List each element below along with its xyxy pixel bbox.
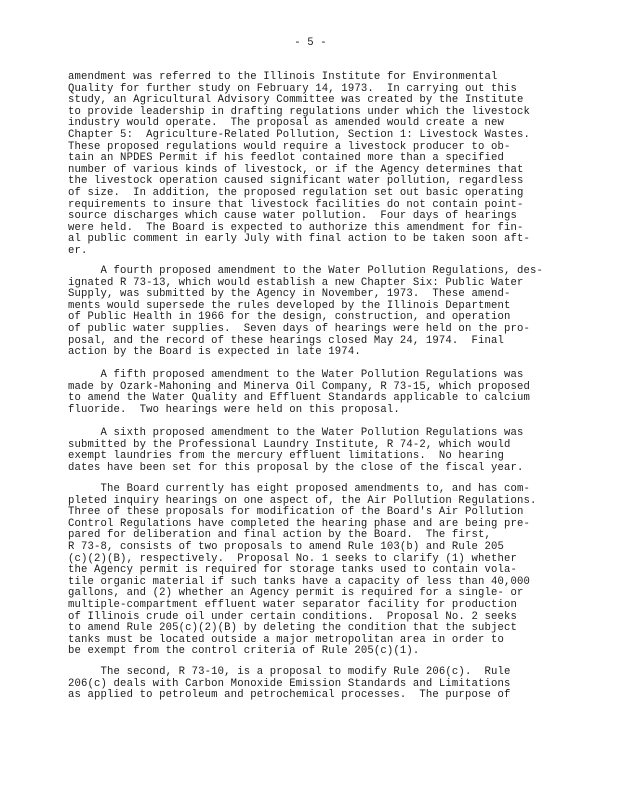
text-line: A sixth proposed amendment to the Water Pollution Regulations was xyxy=(68,427,524,439)
text-line: amendment was referred to the Illinois Institute for Environmental xyxy=(68,71,498,83)
paragraph xyxy=(68,484,568,658)
text-line: (c)(2)(B), respectively. Proposal No. 1 seeks to clarify (1) whether xyxy=(68,552,518,565)
paragraph xyxy=(68,667,568,702)
text-line: pleted inquiry hearings on one aspect of, the Air Pollution Regulations. xyxy=(68,494,537,507)
page-number: - 5 - xyxy=(294,37,327,49)
paragraph xyxy=(68,266,568,359)
text-line: exempt laundries from the mercury effluent limitations. No hearing xyxy=(68,450,504,463)
text-line: to provide leadership in drafting regulations under which the livestock xyxy=(68,105,531,118)
text-line: multiple-compartment effluent water separator facility for production xyxy=(68,598,518,611)
text-line: tain an NPDES Permit if his feedlot contained more than a specified xyxy=(68,152,504,165)
text-line: of Illinois crude oil under certain conditions. Proposal No. 2 seeks xyxy=(68,610,518,623)
text-line: posal, and the record of these hearings closed May 24, 1974. Final xyxy=(68,334,504,347)
text-line: number of various kinds of livestock, or if the Agency determines that xyxy=(68,163,524,176)
text-line: to amend Rule 205(c)(2)(B) by deleting the condition that the subject xyxy=(68,622,518,635)
text-line: of size. In addition, the proposed regulation set out basic operating xyxy=(68,186,524,199)
paragraph xyxy=(68,428,568,474)
text-line: submitted by the Professional Laundry Institute, R 74-2, which would xyxy=(68,438,511,451)
text-line: the livestock operation caused significant water pollution, regardless xyxy=(68,175,524,188)
text-line: The second, R 73-10, is a proposal to modify Rule 206(c). Rule xyxy=(68,666,511,678)
text-line: pared for deliberation and final action by the Board. The first, xyxy=(68,529,491,542)
text-line: industry would operate. The proposal as amended would create a new xyxy=(68,117,504,130)
text-line: the Agency permit is required for storage tanks used to contain vola- xyxy=(68,564,518,577)
text-line: as applied to petroleum and petrochemical processes. The purpose of xyxy=(68,689,511,702)
text-line: made by Ozark-Mahoning and Minerva Oil Company, R 73-15, which proposed xyxy=(68,380,531,393)
text-line: of Public Health in 1966 for the design, construction, and operation xyxy=(68,311,511,324)
text-line: Chapter 5: Agriculture-Related Pollution, Section 1: Livestock Wastes. xyxy=(68,128,531,141)
text-line: requirements to insure that livestock facilities do not contain point- xyxy=(68,198,524,211)
paragraph xyxy=(68,72,568,258)
paragraph xyxy=(68,370,568,416)
text-line: were held. The Board is expected to authorize this amendment for fin- xyxy=(68,221,524,234)
text-line: A fourth proposed amendment to the Water Pollution Regulations, des- xyxy=(68,265,544,277)
text-line: source discharges which cause water pollution. Four days of hearings xyxy=(68,210,518,223)
text-line: Three of these proposals for modification of the Board's Air Pollution xyxy=(68,506,524,519)
text-line: These proposed regulations would require a livestock producer to ob- xyxy=(68,140,511,153)
text-line: Supply, was submitted by the Agency in November, 1973. These amend- xyxy=(68,288,511,301)
text-line: er. xyxy=(68,244,88,257)
text-line: A fifth proposed amendment to the Water Pollution Regulations was xyxy=(68,369,524,381)
text-line: to amend the Water Quality and Effluent Standards applicable to calcium xyxy=(68,392,531,405)
text-line: Control Regulations have completed the hearing phase and are being pre- xyxy=(68,517,531,530)
text-line: action by the Board is expected in late 1974. xyxy=(68,346,361,359)
text-line: of public water supplies. Seven days of hearings were held on the pro- xyxy=(68,322,531,335)
text-line: ments would supersede the rules developed by the Illinois Department xyxy=(68,299,511,312)
text-line: al public comment in early July with final action to be taken soon aft- xyxy=(68,233,531,246)
text-line: ignated R 73-13, which would establish a new Chapter Six: Public Water xyxy=(68,276,524,289)
text-line: study, an Agricultural Advisory Committee was created by the Institute xyxy=(68,94,524,107)
text-line: tile organic material if such tanks have a capacity of less than 40,000 xyxy=(68,575,531,588)
text-line: be exempt from the control criteria of Rule 205(c)(1). xyxy=(68,645,420,658)
text-line: 206(c) deals with Carbon Monoxide Emission Standards and Limitations xyxy=(68,677,511,690)
text-line: Quality for further study on February 14, 1973. In carrying out this xyxy=(68,82,518,95)
text-line: tanks must be located outside a major metropolitan area in order to xyxy=(68,633,504,646)
text-line: R 73-8, consists of two proposals to amend Rule 103(b) and Rule 205 xyxy=(68,540,504,553)
text-line: The Board currently has eight proposed amendments to, and has com- xyxy=(68,483,531,495)
text-line: fluoride. Two hearings were held on this proposal. xyxy=(68,403,400,416)
text-line: dates have been set for this proposal by the close of the fiscal year. xyxy=(68,461,524,474)
text-line: gallons, and (2) whether an Agency permit is required for a single- or xyxy=(68,587,524,600)
